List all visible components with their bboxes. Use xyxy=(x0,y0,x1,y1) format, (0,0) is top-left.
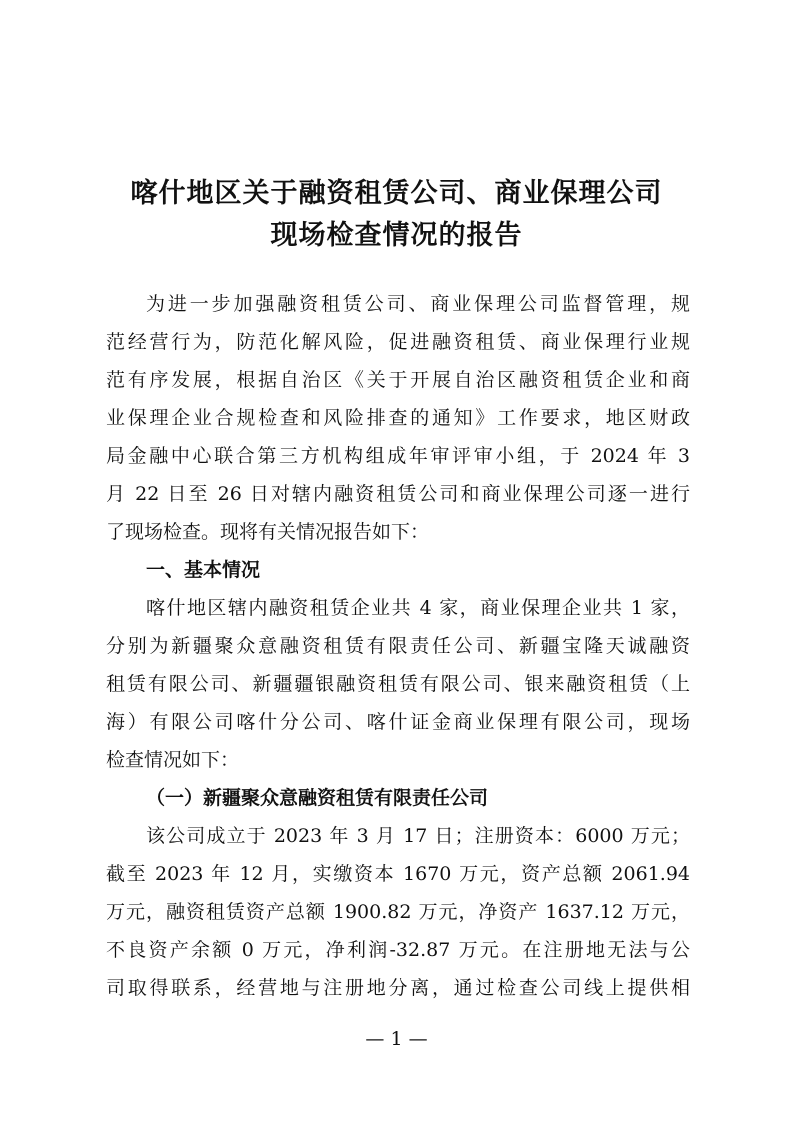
intro-line-3: 范有序发展，根据自治区《关于开展自治区融资租赁企业和商 xyxy=(106,369,690,391)
subsection1-line-1: 该公司成立于 2023 年 3 月 17 日；注册资本：6000 万元； xyxy=(146,825,690,847)
subsection1-line-2: 截至 2023 年 12 月，实缴资本 1670 万元，资产总额 2061.94 xyxy=(106,863,690,885)
section1-line-1: 喀什地区辖内融资租赁企业共 4 家，商业保理企业共 1 家， xyxy=(146,597,690,619)
intro-line-1: 为进一步加强融资租赁公司、商业保理公司监督管理，规 xyxy=(146,293,690,315)
section1-line-4: 海）有限公司喀什分公司、喀什证金商业保理有限公司，现场 xyxy=(106,711,690,733)
section1-line-5: 检查情况如下： xyxy=(106,749,240,771)
intro-line-4: 业保理企业合规检查和风险排查的通知》工作要求，地区财政 xyxy=(106,407,690,429)
page-number: — 1 — xyxy=(365,1028,428,1050)
document-title-line-2: 现场检查情况的报告 xyxy=(270,220,523,251)
subsection-heading-company-1: （一）新疆聚众意融资租赁有限责任公司 xyxy=(146,787,489,809)
section1-line-3: 租赁有限公司、新疆疆银融资租赁有限公司、银来融资租赁（上 xyxy=(106,673,690,695)
subsection1-line-4: 不良资产余额 0 万元，净利润-32.87 万元。在注册地无法与公 xyxy=(106,939,690,961)
subsection1-line-5: 司取得联系，经营地与注册地分离，通过检查公司线上提供相 xyxy=(106,977,690,999)
intro-line-6: 月 22 日至 26 日对辖内融资租赁公司和商业保理公司逐一进行 xyxy=(106,483,690,505)
subsection1-line-3: 万元，融资租赁资产总额 1900.82 万元，净资产 1637.12 万元， xyxy=(106,901,690,923)
section1-line-2: 分别为新疆聚众意融资租赁有限责任公司、新疆宝隆天诚融资 xyxy=(106,635,690,657)
section-heading-basic-info: 一、基本情况 xyxy=(146,559,261,581)
intro-line-2: 范经营行为，防范化解风险，促进融资租赁、商业保理行业规 xyxy=(106,331,690,353)
intro-line-5: 局金融中心联合第三方机构组成年审评审小组，于 2024 年 3 xyxy=(106,445,690,467)
intro-line-7: 了现场检查。现将有关情况报告如下： xyxy=(106,521,430,543)
document-title-line-1: 喀什地区关于融资租赁公司、商业保理公司 xyxy=(130,178,663,209)
